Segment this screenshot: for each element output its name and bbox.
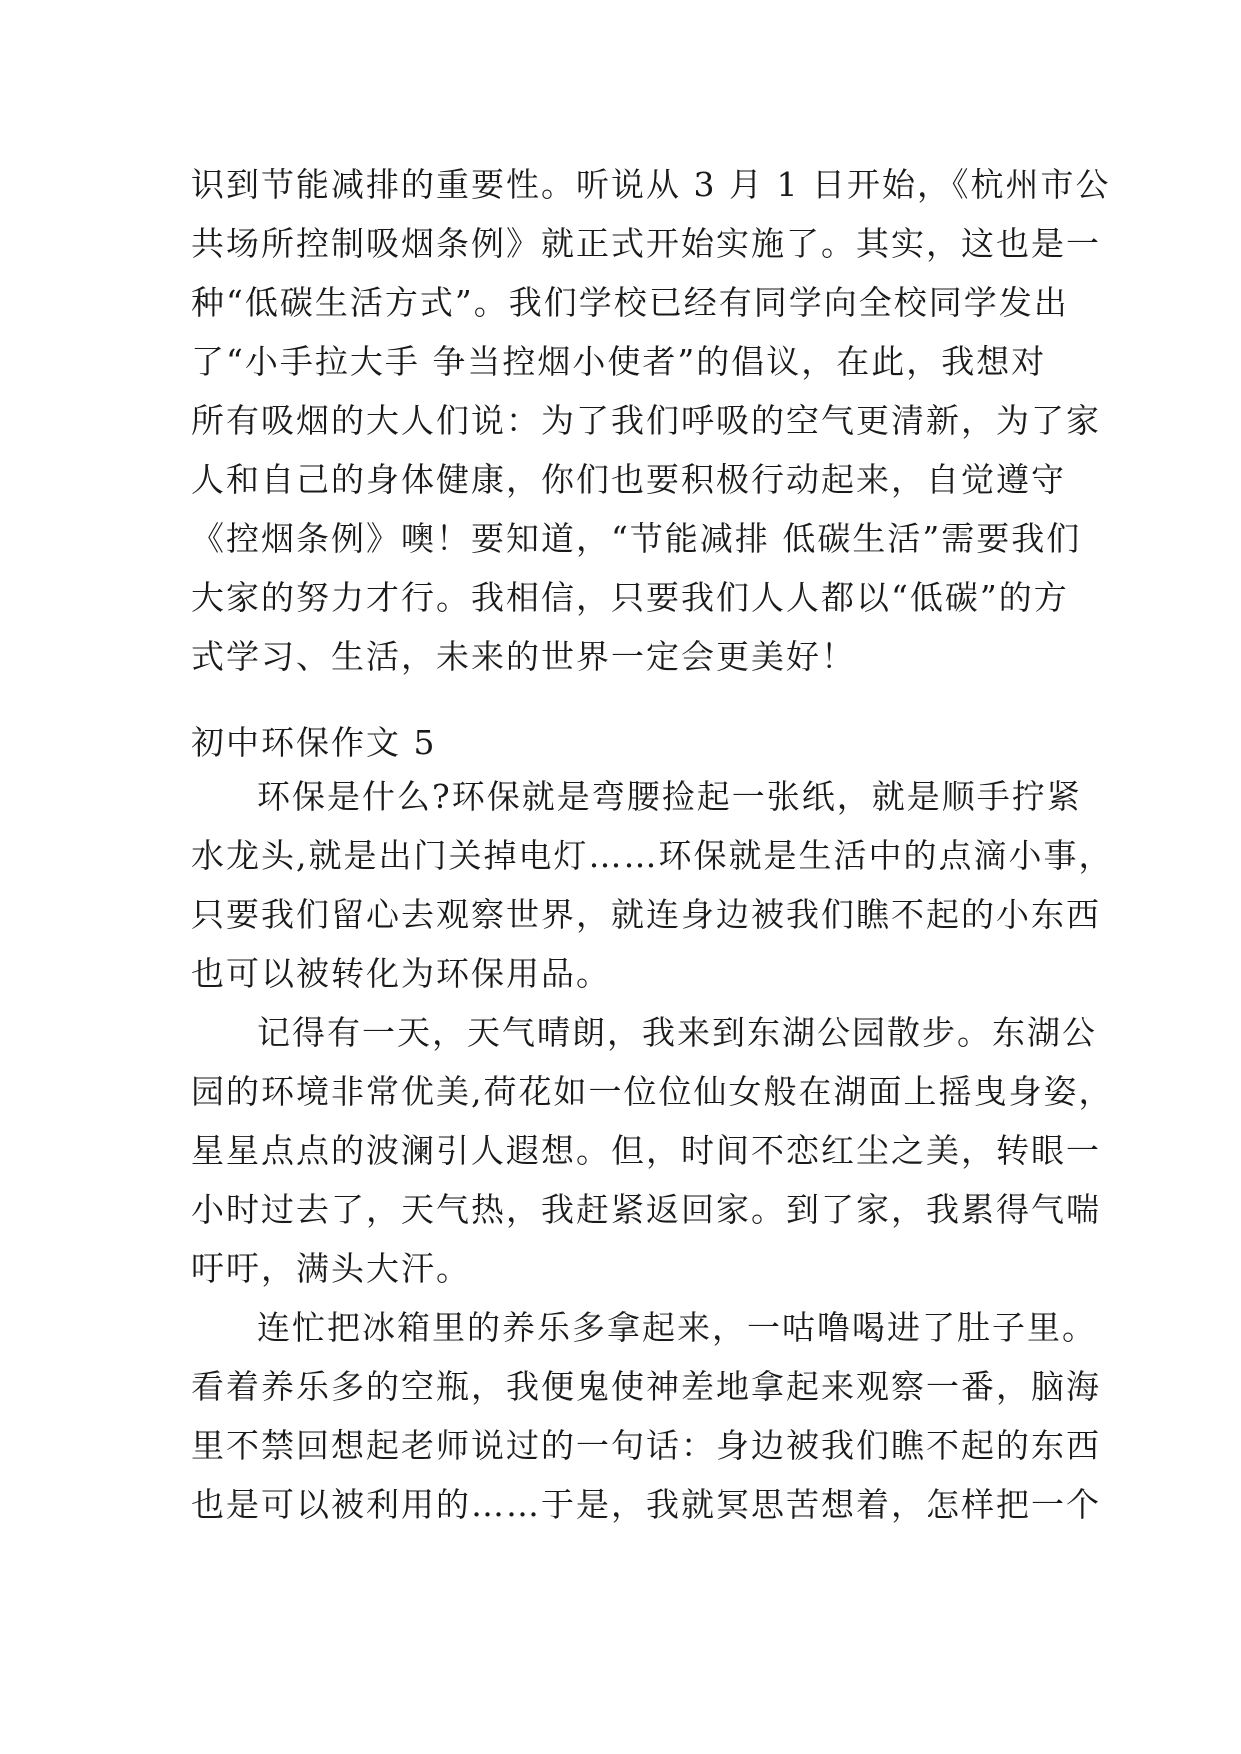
- text-line: 里不禁回想起老师说过的一句话：身边被我们瞧不起的东西: [191, 1426, 1101, 1465]
- text-line: 也是可以被利用的……于是，我就冥思苦想着，怎样把一个: [191, 1485, 1101, 1524]
- text-line: 只要我们留心去观察世界，就连身边被我们瞧不起的小东西: [191, 895, 1101, 934]
- text-line: 人和自己的身体健康，你们也要积极行动起来，自觉遵守: [191, 460, 1066, 499]
- intro-paragraph: [191, 155, 1111, 686]
- text-line: 大家的努力才行。我相信，只要我们人人都以“低碳”的方: [191, 578, 1069, 617]
- paragraph-first-line: 连忙把冰箱里的养乐多拿起来，一咕噜喝进了肚子里。: [257, 1308, 1097, 1347]
- text-line: 识到节能减排的重要性。听说从 3 月 1 日开始，《杭州市公: [191, 165, 1111, 204]
- text-line: 园的环境非常优美,荷花如一位位仙女般在湖面上摇曳身姿，: [191, 1072, 1114, 1111]
- section-title: 初中环保作文 5: [191, 723, 437, 762]
- section-heading: [191, 713, 1061, 772]
- paragraph-first-line: 环保是什么?环保就是弯腰捡起一张纸，就是顺手拧紧: [257, 777, 1082, 816]
- text-line: 《控烟条例》噢！要知道，“节能减排 低碳生活”需要我们: [191, 519, 1082, 558]
- text-line: 吁吁，满头大汗。: [191, 1249, 471, 1288]
- text-line: 了“小手拉大手 争当控烟小使者”的倡议，在此，我想对: [191, 342, 1047, 381]
- text-line: 看着养乐多的空瓶，我便鬼使神差地拿起来观察一番，脑海: [191, 1367, 1101, 1406]
- text-line: 式学习、生活，未来的世界一定会更美好！: [191, 637, 856, 676]
- text-line: 共场所控制吸烟条例》就正式开始实施了。其实，这也是一: [191, 224, 1101, 263]
- text-line: 所有吸烟的大人们说：为了我们呼吸的空气更清新，为了家: [191, 401, 1101, 440]
- text-line: 种“低碳生活方式”。我们学校已经有同学向全校同学发出: [191, 283, 1069, 322]
- text-line: 小时过去了，天气热，我赶紧返回家。到了家，我累得气喘: [191, 1190, 1101, 1229]
- essay-body: [191, 767, 1114, 1534]
- text-line: 星星点点的波澜引人遐想。但，时间不恋红尘之美，转眼一: [191, 1131, 1101, 1170]
- text-line: 也可以被转化为环保用品。: [191, 954, 611, 993]
- text-line: 水龙头,就是出门关掉电灯……环保就是生活中的点滴小事，: [191, 836, 1114, 875]
- paragraph-first-line: 记得有一天，天气晴朗，我来到东湖公园散步。东湖公: [257, 1013, 1097, 1052]
